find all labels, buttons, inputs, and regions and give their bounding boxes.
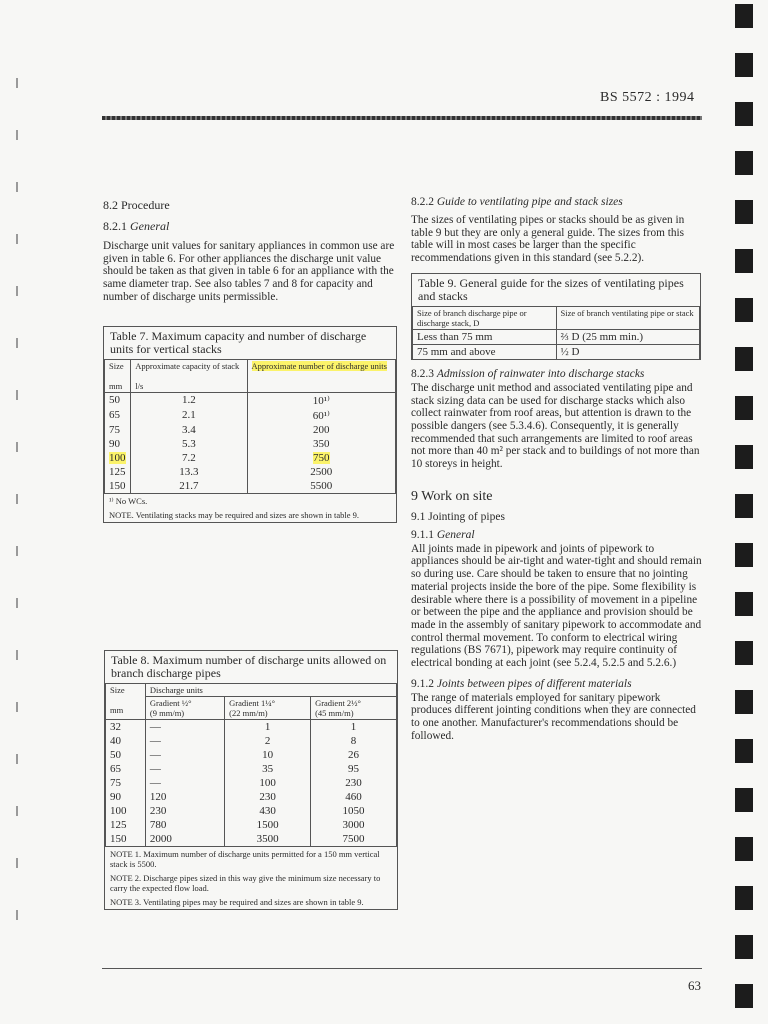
- table-cell: 40: [106, 734, 146, 748]
- binding-hole: [16, 442, 18, 452]
- table-cell: 90: [105, 437, 131, 451]
- paragraph: The range of materials employed for sanitary pipework produces different jointing conditions when they are connected to one another. Manufacturer's recommendations should be followed.: [411, 691, 696, 742]
- table-cell: 430: [225, 804, 311, 818]
- table-row: [413, 329, 700, 344]
- table-cell: 350: [247, 437, 395, 451]
- table-cell: 2000: [145, 832, 224, 846]
- table-row: [106, 734, 397, 748]
- binding-hole: [16, 78, 18, 88]
- subsection-heading: 8.2.2 Guide to ventilating pipe and stack sizes: [411, 196, 623, 208]
- table-caption: Table 9. General guide for the sizes of ventilating pipes and stacks: [411, 273, 701, 306]
- table-cell: 5.3: [131, 437, 247, 451]
- binding-mark: [735, 200, 753, 224]
- binding-hole: [16, 650, 18, 660]
- binding-mark: [735, 837, 753, 861]
- binding-mark: [735, 298, 753, 322]
- table-cell: —: [145, 776, 224, 790]
- table-caption: Table 8. Maximum number of discharge units allowed on branch discharge pipes: [104, 650, 398, 683]
- table-cell: 3000: [311, 818, 397, 832]
- binding-mark: [735, 788, 753, 812]
- table-cell: 150: [105, 479, 131, 493]
- table-cell: 1.2: [131, 392, 247, 408]
- table-header: Gradient 2½° (45 mm/m): [311, 697, 397, 720]
- table-cell: 10¹⁾: [247, 392, 395, 408]
- table-cell: —: [145, 734, 224, 748]
- table-cell: 150: [106, 832, 146, 846]
- table-cell: 460: [311, 790, 397, 804]
- table-cell: 3.4: [131, 423, 247, 437]
- paragraph: Discharge unit values for sanitary appliances in common use are given in table 6. For other appliances the discharge unit value should be taken as that given in table 6 for an appliance with the same diameter trap. See also tables 7 and 8 for capacity and number of discharge units permissible.: [103, 240, 395, 303]
- binding-hole: [16, 390, 18, 400]
- table-cell: 230: [145, 804, 224, 818]
- table-cell: 8: [311, 734, 397, 748]
- table-cell: —: [145, 748, 224, 762]
- table-note: NOTE. Ventilating stacks may be required and sizes are shown in table 9.: [109, 509, 360, 520]
- binding-mark: [735, 690, 753, 714]
- table-header: Approximate number of discharge units: [247, 360, 395, 393]
- table-cell: 32: [106, 720, 146, 735]
- table-cell: 2500: [247, 465, 395, 479]
- table-header: Gradient 1¼° (22 mm/m): [225, 697, 311, 720]
- table-row: [106, 748, 397, 762]
- paragraph: The discharge unit method and associated ventilating pipe and stack sizing data can be used for discharge stacks which also collect rainwater from roof areas, but attention is drawn to the possible dangers (see 5.3.4.6). Consequently, it is generally recommended that such arrangements are limited to roof areas not more than 40 m² per stack and to buildings of not more than 10 storeys in height.: [411, 381, 700, 471]
- binding-hole: [16, 286, 18, 296]
- table-cell: 13.3: [131, 465, 247, 479]
- binding-hole: [16, 182, 18, 192]
- binding-mark: [735, 641, 753, 665]
- table-row: [106, 790, 397, 804]
- table-row: [105, 423, 396, 437]
- table-cell: —: [145, 720, 224, 735]
- table-row: [106, 776, 397, 790]
- binding-hole: [16, 234, 18, 244]
- binding-mark: [735, 886, 753, 910]
- table-footnote: ¹⁾ No WCs.: [104, 493, 396, 508]
- binding-mark: [735, 739, 753, 763]
- binding-mark: [735, 543, 753, 567]
- table-cell: 230: [225, 790, 311, 804]
- binding-mark: [735, 592, 753, 616]
- table-cell: 200: [247, 423, 395, 437]
- binding-mark: [735, 151, 753, 175]
- table-cell: 50: [106, 748, 146, 762]
- table-cell: 95: [311, 762, 397, 776]
- table-8: [104, 650, 398, 910]
- table-row: [105, 408, 396, 423]
- section-heading: 9 Work on site: [411, 488, 493, 504]
- table-header: Gradient ½° (9 mm/m): [145, 697, 224, 720]
- binding-hole: [16, 910, 18, 920]
- table-row: [105, 451, 396, 465]
- table-cell: 7500: [311, 832, 397, 846]
- section-heading: 8.2 Procedure: [103, 198, 170, 212]
- table-cell: 90: [106, 790, 146, 804]
- table-row: [106, 832, 397, 846]
- table-cell: 100: [225, 776, 311, 790]
- table-cell: 100: [106, 804, 146, 818]
- table-caption: Table 7. Maximum capacity and number of discharge units for vertical stacks: [103, 326, 397, 359]
- table-cell: 65: [105, 408, 131, 423]
- table-row: [106, 818, 397, 832]
- page-number: 63: [688, 978, 701, 993]
- table-cell: 1050: [311, 804, 397, 818]
- table-7: [103, 326, 397, 523]
- table-cell: ⅔ D (25 mm min.): [556, 329, 700, 344]
- table-cell: 125: [105, 465, 131, 479]
- table-cell: 3500: [225, 832, 311, 846]
- table-cell: Less than 75 mm: [413, 329, 557, 344]
- table-cell: 1500: [225, 818, 311, 832]
- table-row: [105, 479, 396, 493]
- subsection-heading: 9.1.2 Joints between pipes of different materials: [411, 677, 632, 690]
- binding-mark: [735, 445, 753, 469]
- binding-hole: [16, 702, 18, 712]
- table-note: NOTE 2. Discharge pipes sized in this way give the minimum size necessary to carry the expected flow load.: [110, 873, 381, 893]
- table-note: NOTE 3. Ventilating pipes may be required and sizes are shown in table 9.: [110, 897, 364, 907]
- table-cell: 780: [145, 818, 224, 832]
- table-9: [411, 273, 701, 360]
- binding-hole: [16, 598, 18, 608]
- table-cell: 26: [311, 748, 397, 762]
- right-column: [411, 196, 703, 751]
- table-row: [105, 392, 396, 408]
- binding-hole: [16, 546, 18, 556]
- table-cell: 60¹⁾: [247, 408, 395, 423]
- table-note: NOTE 1. Maximum number of discharge units permitted for a 150 mm vertical stack is 5500.: [105, 846, 397, 871]
- table-cell: 10: [225, 748, 311, 762]
- binding-mark: [735, 494, 753, 518]
- binding-hole: [16, 806, 18, 816]
- table-cell: 7.2: [131, 451, 247, 465]
- table-row: [105, 465, 396, 479]
- binding-mark: [735, 396, 753, 420]
- table-cell: 75 mm and above: [413, 344, 557, 359]
- table-header: Size of branch discharge pipe or discharge stack, D: [413, 307, 557, 330]
- table-cell: 5500: [247, 479, 395, 493]
- subsection-heading: 8.2.1 General: [103, 219, 170, 233]
- binding-mark: [735, 249, 753, 273]
- table-cell: ½ D: [556, 344, 700, 359]
- table-cell: 75: [105, 423, 131, 437]
- subsection-heading: 9.1 Jointing of pipes: [411, 510, 505, 523]
- binding-hole: [16, 858, 18, 868]
- binding-hole: [16, 338, 18, 348]
- table-row: [413, 344, 700, 359]
- table-header: Size of branch ventilating pipe or stack: [556, 307, 700, 330]
- standard-header: BS 5572 : 1994: [600, 90, 695, 105]
- table-header: Size mm: [105, 360, 131, 393]
- binding-hole: [16, 754, 18, 764]
- table-row: [106, 804, 397, 818]
- table-cell: 65: [106, 762, 146, 776]
- table-cell: 2.1: [131, 408, 247, 423]
- table-cell: 1: [311, 720, 397, 735]
- binding-mark: [735, 102, 753, 126]
- table-cell: 750: [247, 451, 395, 465]
- subsection-heading: 9.1.1 General: [411, 528, 475, 541]
- table-header: Discharge units: [145, 684, 396, 697]
- table-header: Size mm: [106, 684, 146, 720]
- subsection-heading: 8.2.3 Admission of rainwater into discharge stacks: [411, 367, 645, 380]
- table-row: [106, 720, 397, 735]
- table-cell: 100: [105, 451, 131, 465]
- table-cell: 230: [311, 776, 397, 790]
- table-row: [106, 762, 397, 776]
- binding-hole: [16, 494, 18, 504]
- footer-rule: [102, 968, 702, 969]
- table-cell: —: [145, 762, 224, 776]
- table-cell: 1: [225, 720, 311, 735]
- binding-mark: [735, 4, 753, 28]
- left-column: [103, 198, 399, 523]
- table-cell: 21.7: [131, 479, 247, 493]
- table-cell: 35: [225, 762, 311, 776]
- header-rule: [102, 116, 702, 120]
- paragraph: The sizes of ventilating pipes or stacks should be as given in table 9 but they are only a general guide. The sizes from this table will in most cases be larger than the specific recommendations given in this standard (see 5.2.2).: [411, 214, 685, 265]
- table-cell: 75: [106, 776, 146, 790]
- table-cell: 50: [105, 392, 131, 408]
- table-cell: 2: [225, 734, 311, 748]
- binding-mark: [735, 984, 753, 1008]
- binding-mark: [735, 347, 753, 371]
- table-row: [105, 437, 396, 451]
- binding-mark: [735, 935, 753, 959]
- table-cell: 125: [106, 818, 146, 832]
- paragraph: All joints made in pipework and joints of pipework to appliances should be air-tight and water-tight and should remain so during use. Care should be taken to ensure that no jointing material projects inside the bore of the pipe. Some flexibility is desirable where there is a possibility of movement in a pipeline or between the pipe and the appliance and provision should be made in the assembly of sanitary pipework to accommodate and control thermal movement. To conform to electrical wiring regulations (BS 7671), pipework may require continuity of electrical bonding at each joint (see 5.2.4, 5.2.5 and 5.2.6.): [411, 542, 702, 670]
- table-header: Approximate capacity of stack l/s: [131, 360, 247, 393]
- binding-hole: [16, 130, 18, 140]
- binding-mark: [735, 53, 753, 77]
- table-cell: 120: [145, 790, 224, 804]
